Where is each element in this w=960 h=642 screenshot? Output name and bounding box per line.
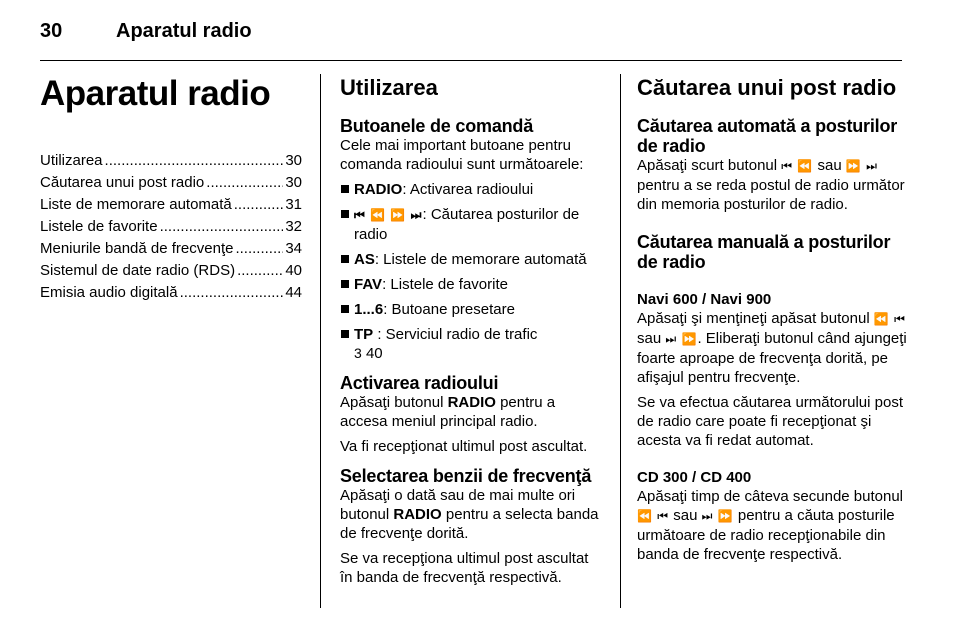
- list-item: ⏮ ⏪ ⏩ ⏭: Căutarea posturilor de radio: [340, 205, 604, 244]
- toc-entry-title: Sistemul de date radio (RDS): [40, 262, 236, 279]
- key-label: AS: [354, 251, 375, 268]
- toc-entry-title: Utilizarea: [40, 152, 103, 169]
- toc-entry-page: 34: [285, 240, 302, 257]
- seek-back-icon: ⏪ ⏮: [873, 312, 906, 326]
- column-divider: [620, 74, 621, 608]
- toc-entry-page: 44: [285, 284, 302, 301]
- column-usage: [340, 74, 604, 593]
- band-paragraph: Apăsaţi o dată sau de mai multe ori butonul RADIO pentru a selecta banda de frecvenţe dorită.: [340, 487, 599, 542]
- column-search: [637, 74, 907, 570]
- navi-paragraph: Apăsaţi şi menţineţi apăsat butonul ⏪ ⏮ sau ⏭ ⏩. Eliberaţi butonul când ajungeţi foarte aproape de frecvenţa dorită, pe afişajul pentru frecvenţe.: [637, 310, 907, 386]
- key-label: 1...6: [354, 301, 384, 318]
- toc-entry-page: 32: [285, 218, 302, 235]
- seek-forward-icon: ⏩ ⏭: [845, 159, 878, 173]
- table-of-contents: [40, 150, 302, 304]
- toc-entry[interactable]: [40, 260, 302, 282]
- column-toc: [40, 74, 302, 304]
- toc-entry-page: 30: [285, 174, 302, 191]
- key-label: FAV: [354, 276, 383, 293]
- controls-list: [340, 180, 604, 363]
- page-reference-icon: 3: [354, 345, 362, 361]
- page-reference[interactable]: 40: [361, 345, 383, 362]
- controls-intro: Cele mai important butoane pentru comanda radioului sunt următoarele:: [340, 137, 584, 173]
- controls-heading: Butoanele de comandă: [340, 116, 534, 136]
- running-title: Aparatul radio: [116, 20, 252, 42]
- toc-entry-page: 40: [285, 262, 302, 279]
- key-label: RADIO: [354, 181, 403, 198]
- auto-search-heading: Căutarea automată a posturilor de radio: [637, 116, 898, 156]
- toc-entry[interactable]: [40, 216, 302, 238]
- key-label: TP: [354, 326, 374, 343]
- band-note: Se va recepţiona ultimul post ascultat în banda de frecvenţă respectivă.: [340, 550, 589, 586]
- page-header: [40, 14, 920, 54]
- header-rule: [40, 60, 902, 61]
- page-number: 30: [40, 20, 63, 42]
- activate-note: Va fi recepţionat ultimul post ascultat.: [340, 438, 588, 455]
- section-title-usage: Utilizarea: [340, 75, 438, 100]
- manual-search-heading: Căutarea manuală a posturilor de radio: [637, 232, 891, 272]
- toc-entry[interactable]: [40, 172, 302, 194]
- list-item: 1...6: Butoane presetare: [340, 300, 604, 319]
- toc-entry-page: 31: [285, 196, 302, 213]
- toc-entry-page: 30: [285, 152, 302, 169]
- seek-back-icon: ⏪ ⏮: [637, 509, 670, 523]
- seek-back-icon: ⏮ ⏪: [781, 159, 814, 173]
- toc-entry[interactable]: [40, 150, 302, 172]
- cd-paragraph: Apăsaţi timp de câteva secunde butonul ⏪ ⏮ sau ⏭ ⏩ pentru a căuta posturile următoare de radio recepţionabile din banda de frecvenţe respectivă.: [637, 488, 904, 563]
- list-item: RADIO: Activarea radioului: [340, 180, 604, 199]
- chapter-title: Aparatul radio: [40, 74, 271, 113]
- toc-entry[interactable]: [40, 238, 302, 260]
- toc-entry-title: Liste de memorare automată: [40, 196, 232, 213]
- list-item: FAV: Listele de favorite: [340, 275, 604, 294]
- toc-entry-title: Meniurile bandă de frecvenţe: [40, 240, 234, 257]
- toc-entry[interactable]: [40, 194, 302, 216]
- section-title-search: Căutarea unui post radio: [637, 75, 897, 100]
- seek-forward-icon: ⏭ ⏩: [701, 509, 734, 523]
- list-item: AS: Listele de memorare automată: [340, 250, 604, 269]
- activate-heading: Activarea radioului: [340, 373, 499, 393]
- auto-search-paragraph: Apăsaţi scurt butonul ⏮ ⏪ sau ⏩ ⏭ pentru a se reda postul de radio următor din memoria posturilor de radio.: [637, 157, 905, 213]
- list-item: TP : Serviciul radio de trafic 3 40: [340, 325, 604, 363]
- column-divider: [320, 74, 321, 608]
- navi-note: Se va efectua căutarea următorului post de radio care poate fi recepţionat şi acesta va fi redat automat.: [637, 394, 903, 449]
- seek-forward-icon: ⏭ ⏩: [665, 332, 698, 346]
- navi-subheading: Navi 600 / Navi 900: [637, 291, 772, 308]
- cd-subheading: CD 300 / CD 400: [637, 469, 752, 486]
- seek-buttons-icon: ⏮ ⏪ ⏩ ⏭: [354, 208, 423, 222]
- toc-entry[interactable]: [40, 282, 302, 304]
- toc-entry-title: Listele de favorite: [40, 218, 158, 235]
- band-heading: Selectarea benzii de frecvenţă: [340, 466, 592, 486]
- toc-entry-title: Emisia audio digitală: [40, 284, 178, 301]
- activate-paragraph: Apăsaţi butonul RADIO pentru a accesa meniul principal radio.: [340, 394, 556, 430]
- toc-entry-title: Căutarea unui post radio: [40, 174, 205, 191]
